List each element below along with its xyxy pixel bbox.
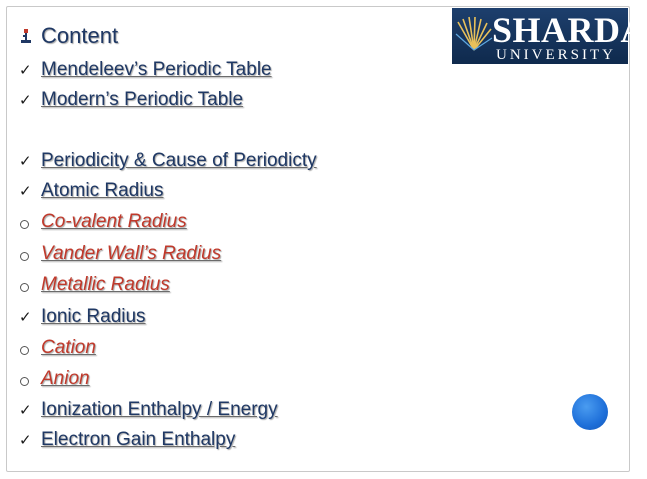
circle-bullet-icon — [19, 279, 41, 292]
list-item[interactable] — [19, 241, 221, 267]
circle-bullet-icon — [19, 373, 41, 386]
list-item-label[interactable]: Electron Gain Enthalpy — [41, 429, 236, 450]
logo-subtitle: UNIVERSITY — [496, 47, 616, 63]
check-icon: ✓ — [19, 430, 32, 449]
list-item-label[interactable]: Co-valent Radius — [41, 211, 187, 232]
decorative-circle-icon — [572, 394, 608, 430]
list-item[interactable] — [19, 148, 317, 174]
list-item-label[interactable]: Periodicity & Cause of Periodicty — [41, 150, 317, 171]
circle-bullet-icon — [19, 216, 41, 229]
check-icon: ✓ — [19, 181, 32, 200]
list-item[interactable] — [19, 272, 170, 298]
list-item-label[interactable]: Anion — [41, 368, 90, 389]
list-item[interactable] — [19, 304, 146, 330]
list-item-label: Content — [41, 23, 119, 48]
check-icon: ✓ — [19, 400, 32, 419]
check-icon: ✓ — [19, 60, 32, 79]
list-item-label[interactable]: Atomic Radius — [41, 180, 164, 201]
logo-title: SHARDA — [492, 10, 647, 50]
list-item[interactable] — [19, 397, 278, 423]
list-item[interactable] — [19, 87, 243, 113]
list-item[interactable] — [19, 209, 187, 235]
list-item[interactable] — [19, 366, 90, 392]
list-item[interactable] — [19, 178, 164, 204]
circle-bullet-icon — [19, 342, 41, 355]
check-icon: ✓ — [19, 90, 32, 109]
list-item-label[interactable]: Ionization Enthalpy / Energy — [41, 399, 278, 420]
list-item-label[interactable]: Modern’s Periodic Table — [41, 89, 244, 110]
list-item-label[interactable]: Ionic Radius — [41, 306, 146, 327]
check-icon: ✓ — [19, 307, 32, 326]
list-item-content — [19, 23, 118, 49]
list-item-label[interactable]: Cation — [41, 337, 96, 358]
check-icon: ✓ — [19, 151, 32, 170]
list-item-label[interactable]: Metallic Radius — [41, 274, 170, 295]
circle-bullet-icon — [19, 248, 41, 261]
list-item-label[interactable]: Vander Wall’s Radius — [41, 243, 222, 264]
list-item[interactable] — [19, 427, 235, 453]
list-item[interactable] — [19, 335, 96, 361]
list-item[interactable] — [19, 57, 272, 83]
key-icon — [19, 28, 41, 44]
list-item-label[interactable]: Mendeleev’s Periodic Table — [41, 59, 272, 80]
